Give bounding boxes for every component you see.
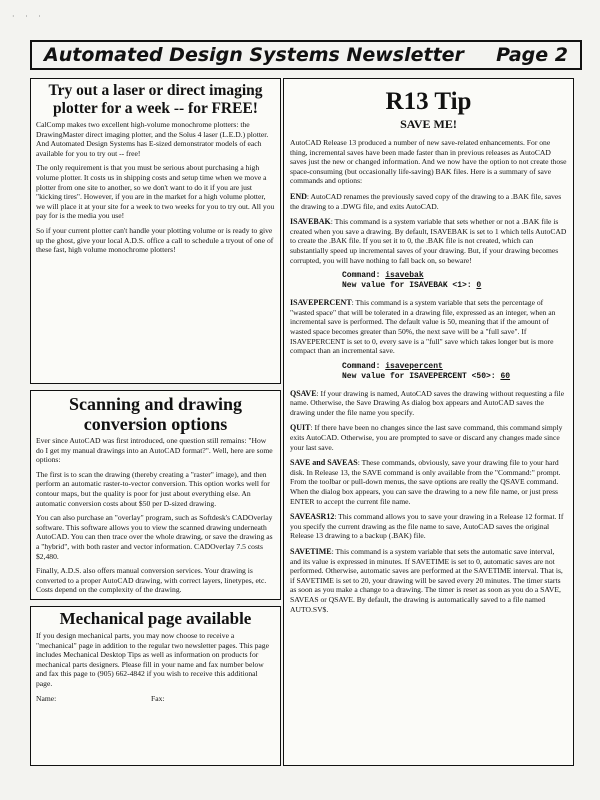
saveasr12-text: : This command allows you to save your drawing in a Release 12 format. If you specify the current drawing as the file name to save, AutoCAD saves the original Release 13 drawing to a backup (.BAK) file. bbox=[290, 512, 564, 541]
fax-field-label[interactable]: Fax: bbox=[151, 693, 165, 703]
laser-paragraph: So if your current plotter can't handle your plotting volume or is ready to give up the ghost, give your local A.D.S. office a call to schedule a tryout of one of these fast, high volume monochrome plotters! bbox=[36, 225, 274, 255]
mechanical-paragraph: If you design mechanical parts, you may now choose to receive a "mechanical" page in addition to the regular two newsletter pages. This page includes Mechanical Desktop Tips as well as information on products for mechanical parts designers. Please fill in your name and fax number below and fax this page to (905) 662-4842 if you wish to receive this additional page. bbox=[36, 631, 269, 688]
isavepercent-text: : This command is a system variable that sets the percentage of "wasted space" that will be tolerated in a drawing file, expressed as an integer, when an incremental save is performed. The default value is 50, meaning that if the amount of wasted space becomes greater than 50%, the next save will be a "full save". If ISAVEPERCENT is set to 0, every save is a "full" save which takes longer but is more compact than an incremental save. bbox=[290, 298, 556, 356]
end-entry bbox=[290, 192, 567, 211]
scanning-paragraph: The first is to scan the drawing (thereby creating a "raster" image), and then perform an automatic raster-to-vector conversion. This option works well for contour maps, but the quality is poor for just about everything else. An automatic conversion costs about $50 per D-sized drawing. bbox=[36, 469, 270, 508]
command-input: 0 bbox=[476, 281, 482, 291]
isavepercent-command-example bbox=[342, 362, 567, 382]
scanning-paragraph: Ever since AutoCAD was first introduced, one question still remains: "How do I get my manual drawings into an AutoCAD format?". Well, here are some options: bbox=[36, 436, 273, 465]
isavebak-command-example bbox=[342, 271, 567, 291]
mechanical-heading: Mechanical page available bbox=[59, 609, 252, 628]
laser-plotter-article bbox=[30, 78, 281, 384]
command-prompt: Command: bbox=[342, 271, 386, 281]
saveas-text: : These commands, obviously, save your drawing file to your hard disk. In Release 13, the SAVE command is only available from the "Command:" prompt. From the toolbar or pull-down menus, the save options are really the QSAVE command. When the dialog box appears, you can save the drawing to a new file name, or just press ENTER to accept the current file name. bbox=[290, 458, 561, 506]
tip-subtitle: SAVE ME! bbox=[400, 117, 457, 131]
savetime-term: SAVETIME bbox=[290, 547, 332, 556]
command-input: 60 bbox=[500, 371, 511, 381]
command-input: isavebak bbox=[385, 271, 424, 281]
end-term: END bbox=[290, 191, 307, 201]
r13-tip-article bbox=[283, 78, 574, 766]
savetime-text: : This command is a system variable that sets the automatic save interval, and its value is expressed in minutes. If SAVETIME is set to 0, automatic saves are not performed. Otherwise, automatic saves are performed at the SAVETIME interval. That is, if SAVETIME is set to 20, your drawing will be saved every 20 minutes. The timer starts as soon as you make a change to a drawing. The timer is reset as soon as you do a SAVE, SAVEAS or QSAVE. By default, the drawing is automatically saved to a file named AUTO.SV$. bbox=[290, 547, 563, 614]
end-text: : AutoCAD renames the previously saved copy of the drawing to a .BAK file, saves the drawing to a .DWG file, and exits AutoCAD. bbox=[290, 191, 562, 211]
mechanical-page-article bbox=[30, 606, 281, 766]
isavebak-entry bbox=[290, 217, 567, 265]
saveas-term: SAVE and SAVEAS bbox=[290, 458, 358, 468]
command-prompt: New value for ISAVEPERCENT <50>: bbox=[342, 371, 501, 381]
saveasr12-term: SAVEASR12 bbox=[290, 512, 335, 522]
tip-intro: AutoCAD Release 13 produced a number of new save-related enhancements. For one thing, incremental saves have been made faster than in previous releases as AutoCAD saves just the new or changed information. And we now have the option to not create those space-consuming (but occasionally life-saving) BAK files. Here is a summary of save commands and options: bbox=[290, 138, 567, 186]
laser-paragraph: CalComp makes two excellent high-volume monochrome plotters: the DrawingMaster direct imaging plotter, and the Solus 4 laser (L.E.D.) plotter. And Automated Design Systems has E-sized demonstrator models of each available for you to try out -- free! bbox=[36, 120, 269, 158]
isavebak-term: ISAVEBAK bbox=[290, 217, 331, 227]
qsave-entry bbox=[290, 389, 567, 418]
quit-entry bbox=[290, 423, 567, 452]
fax-form-fields bbox=[36, 694, 275, 704]
saveasr12-entry bbox=[290, 512, 567, 541]
scan-specks: · · · bbox=[12, 12, 45, 21]
tip-title: R13 Tip bbox=[385, 88, 472, 115]
saveas-entry bbox=[290, 458, 567, 506]
scanning-heading: Scanning and drawing conversion options bbox=[68, 394, 243, 434]
scanning-paragraph: You can also purchase an "overlay" program, such as Softdesk's CADOverlay software. This software allows you to view the scanned drawing underneath AutoCAD. You can then trace over the whole drawing, or save the drawing as a "hybrid", with both raster and vector information. CADOverlay 7.5 costs $2,480. bbox=[36, 513, 273, 561]
qsave-text: : If your drawing is named, AutoCAD saves the drawing without requesting a file name. Otherwise, the Save Drawing As dialog box appears and AutoCAD saves the drawing under the file name you specify. bbox=[290, 388, 565, 417]
quit-text: : If there have been no changes since the last save command, this command simply exits AutoCAD. Otherwise, you are prompted to save or discard any changes made since your last save. bbox=[290, 423, 563, 452]
scanning-article bbox=[30, 390, 281, 600]
qsave-term: QSAVE bbox=[290, 388, 317, 398]
page-number: Page 2 bbox=[496, 44, 568, 66]
laser-heading: Try out a laser or direct imaging plotter for a week -- for FREE! bbox=[48, 82, 263, 117]
command-input: isavepercent bbox=[385, 361, 443, 371]
masthead bbox=[30, 40, 582, 70]
laser-paragraph: The only requirement is that you must be serious about purchasing a high volume plotter. It costs us in shipping costs and setup time when we move a plotter from one site to another, so we don't want to do it if you are just "kicking tires". However, if you are in the market for a high volume plotter, we will place it at your site for a week to two weeks for you to try out. All you pay for is the media you use! bbox=[36, 163, 275, 221]
quit-term: QUIT bbox=[290, 423, 311, 433]
name-field-label[interactable]: Name: bbox=[36, 693, 57, 703]
savetime-entry bbox=[290, 547, 567, 614]
command-prompt: Command: bbox=[342, 361, 386, 371]
isavepercent-entry bbox=[290, 298, 567, 356]
newsletter-title: Automated Design Systems Newsletter bbox=[44, 44, 464, 66]
isavepercent-term: ISAVEPERCENT bbox=[290, 298, 352, 308]
command-prompt: New value for ISAVEBAK <1>: bbox=[342, 281, 477, 291]
scanning-paragraph: Finally, A.D.S. also offers manual conversion services. Your drawing is converted to a proper AutoCAD drawing, with correct layers, linetypes, etc. Costs depend on the complexity of the drawing. bbox=[36, 566, 267, 595]
isavebak-text: : This command is a system variable that sets whether or not a .BAK file is created when you save a drawing. By default, ISAVEBAK is set to 1 which tells AutoCAD to create the .BAK file. If you set it to 0, the .BAK file is not created, which can substantially speed up incremental saves of your drawing. But, if your drawing becomes corrupted, you will have nothing to fall back on, so beware! bbox=[290, 217, 567, 265]
